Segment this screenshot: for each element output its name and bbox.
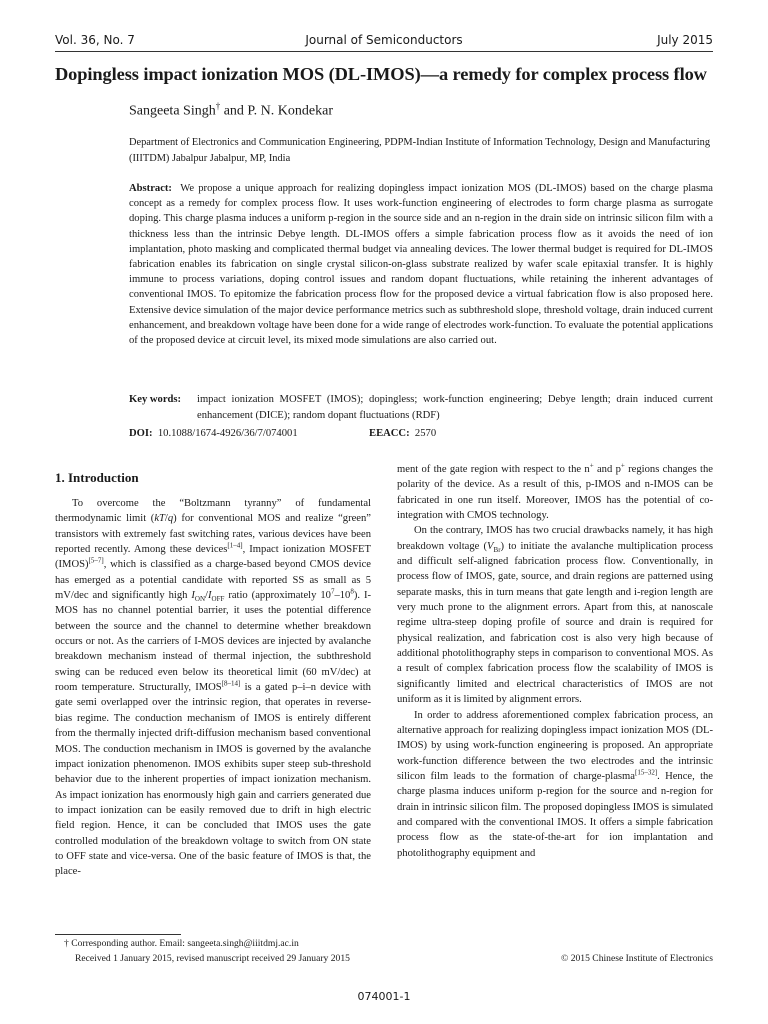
intro-paragraph-continued xyxy=(397,462,713,523)
eeacc-label: EEACC: xyxy=(369,428,410,439)
text-run: ment of the gate region with respect to the n xyxy=(397,464,590,475)
affiliation: Department of Electronics and Communication Engineering, PDPM-Indian Institute of Information Technology, Design and Manufacturing (IIITDM) Jabalpur Jabalpur, MP, India xyxy=(129,137,711,164)
section-heading: 1. Introduction xyxy=(55,470,139,485)
keywords xyxy=(129,392,713,423)
superscript: + xyxy=(589,461,594,470)
paper-title: Dopingless impact ionization MOS (DL-IMOS)—a remedy for complex process flow xyxy=(55,64,707,84)
keywords-label: Key words: xyxy=(129,394,182,405)
text-run: , Impact ionization MOSFET (IMOS) xyxy=(55,544,371,571)
math-subscript: OFF xyxy=(211,595,225,604)
text-run: To overcome the “Boltzmann tyranny” of fundamental thermodynamic limit ( xyxy=(55,498,371,525)
doi-label: DOI: xyxy=(129,428,153,439)
co-authors: and P. N. Kondekar xyxy=(220,103,333,119)
issue-date: July 2015 xyxy=(657,33,713,47)
right-column xyxy=(397,462,713,861)
citation: [1–4] xyxy=(227,541,243,550)
abstract xyxy=(129,181,713,348)
left-column xyxy=(55,496,371,880)
intro-paragraph-1 xyxy=(55,496,371,880)
page-number: 074001-1 xyxy=(357,990,411,1003)
intro-paragraph-2 xyxy=(397,523,713,707)
math-kT: kT xyxy=(154,513,165,525)
running-header xyxy=(55,33,713,51)
abstract-label: Abstract: xyxy=(129,183,172,194)
text-run: / xyxy=(164,513,168,525)
citation: [15–32] xyxy=(634,768,658,777)
math-I: I xyxy=(208,590,212,602)
text-run: is a gated p–i–n device with gate semi overlapped over the intrinsic region, that operates in reverse-bias regime. The conduction mechanism of IMOS is entirely different from the thermally injected drift-diffusion mechanism based conventional MOS. The conduction mechanism in IMOS is governed by the avalanche impact ionization phenomenon. IMOS exhibits super steep sub-threshold behavior due to the inherent properties of impact ionization mechanism. As impact ionization has enormously high gain and carriers generated due to impact ionization can be easily removed due to drift in high electric field region. Hence, it can be concluded that IMOS uses the gate controlled modulation of the breakdown voltage to switch from ON state to OFF state and vice-versa. One of the basic feature of IMOS is that, the place- xyxy=(55,682,371,878)
text-run: In order to address aforementioned complex fabrication process, an alternative approach for realizing dopingless impact ionization MOS (DL-IMOS) by using work-function engineering is proposed. An appropriate work-function difference between the two electrodes and the intrinsic silicon film leads to the formation of charge-plasma xyxy=(397,709,713,782)
text-run: , which is classified as a charge-based beyond CMOS device has emerged as a potential candidate with reported SS as small as 5 mV/dec and significantly high xyxy=(55,559,371,602)
journal-name: Journal of Semiconductors xyxy=(305,33,463,47)
abstract-text: We propose a unique approach for realizing dopingless impact ionization MOS (DL-IMOS) based on the charge plasma concept as a remedy for complex process flow. It uses work-function engineering of electrodes to form charge plasma as surrogate doping. This charge plasma induces a uniform p-region in the source side and an n-region in the drain side on intrinsic silicon film with a thickness less than the intrinsic Debye length. DL-IMOS offers a simple fabrication process flow as it avoids the need of ion implantation, photo masking and complicated thermal budget via annealing devices. The lower thermal budget is required for DL-IMOS fabrication enables its fabrication on single crystal silicon-on-glass substrate realized by wafer scale epitaxial transfer. It is highly immune to process variations, doping control issues and random dopant fluctuations, while retaining the inherent advantages of conventional IMOS. To epitomize the fabrication process flow for the proposed device a virtual fabrication flow is also proposed here. Extensive device simulation of the major device performance metrics such as subthreshold slope, threshold voltage, drain induced current enhancement, and breakdown voltage have been done for a wide range of electrodes work-function. To evaluate the potential applications of the proposed device at circuit level, its mixed mode simulations are also carried out. xyxy=(129,183,714,347)
text-run: and p xyxy=(593,464,621,475)
copyright: © 2015 Chinese Institute of Electronics xyxy=(561,953,713,964)
doi-value: 10.1088/1674-4926/36/7/074001 xyxy=(157,428,298,439)
text-run: ). I-MOS has no channel potential barrier, it uses the potential difference between the source and the channel to determine whether breakdown occurs or not. As the carriers of I-MOS devices are injected by avalanche breakdown mechanism instead of thermal injection, the subthreshold swing can be reduced even below its theoretical limit (60 mV/dec) at room temperature. Structurally, IMOS xyxy=(55,590,372,694)
corresponding-mark: † xyxy=(215,101,221,111)
text-run: ratio (approximately 10 xyxy=(224,590,331,602)
first-author: Sangeeta Singh xyxy=(129,103,216,119)
eeacc-value: 2570 xyxy=(414,428,437,439)
exponent: 7 xyxy=(330,587,335,596)
footnote-rule xyxy=(55,934,181,935)
header-rule xyxy=(55,51,713,52)
math-q: q xyxy=(167,513,174,525)
corresponding-author-note: † Corresponding author. Email: sangeeta.singh@iiitdmj.ac.in xyxy=(64,938,299,949)
eeacc xyxy=(369,428,436,439)
text-run: regions changes the polarity of the device. As a result of this, p-IMOS and n-IMOS can be fabricated in one run itself. Moreover, IMOS has the potential of co-integration with CMOS technology. xyxy=(397,464,713,522)
intro-paragraph-3 xyxy=(397,708,713,861)
superscript: + xyxy=(620,461,625,470)
text-run: –10 xyxy=(334,590,351,602)
math-I: I xyxy=(191,590,195,602)
volume-issue: Vol. 36, No. 7 xyxy=(55,33,135,47)
keywords-text: impact ionization MOSFET (IMOS); dopingless; work-function engineering; Debye length; drain induced current enhancement (DICE); random dopant fluctuations (RDF) xyxy=(197,394,713,421)
received-date: Received 1 January 2015, revised manuscript received 29 January 2015 xyxy=(75,953,350,964)
text-run: ) to initiate the avalanche multiplication process and difficult self-aligned fabrication process flow. Conventionally, in process flow of IMOS, gate, source, and drain regions are patterned using separate masks, this in turn means that gate length and i-region length are very much prone to the alignment errors. Apart from this, at nanoscale regime ultra-steep doping profile of source and drain is required for physical realization, and fabrication cost is also very high because of additional photolithography steps in comparison to conventional MOS. As a result of complex fabrication process flow the scalability of IMOS is significantly limited and electrical characteristics of IMOS are not uniform as it is limited by alignment errors. xyxy=(397,540,713,706)
text-run: / xyxy=(205,590,208,602)
author-line xyxy=(129,101,333,120)
text-run: . Hence, the charge plasma induces uniform p-region for the source and n-region for drain in intrinsic silicon film. The proposed dopingless IMOS is simulated and compared with the conventional IMOS. It offers a simple fabrication process flow as the state-of-the-art for ion implantation and photolithography equipment and xyxy=(397,770,714,859)
text-run: On the contrary, IMOS has two crucial drawbacks namely, it has high breakdown voltage ( xyxy=(397,525,713,552)
exponent: 8 xyxy=(350,587,354,596)
text-run: ) for conventional MOS and realize “green” transistors with extremely fast switching rates, various devices have been reported recently. Among these devices xyxy=(55,513,371,556)
math-subscript: ON xyxy=(194,595,206,604)
math-V: V xyxy=(487,540,494,552)
math-subscript: Br xyxy=(493,545,501,554)
doi xyxy=(129,428,298,439)
citation: [5–7] xyxy=(88,556,104,565)
citation: [8–14] xyxy=(221,679,241,688)
